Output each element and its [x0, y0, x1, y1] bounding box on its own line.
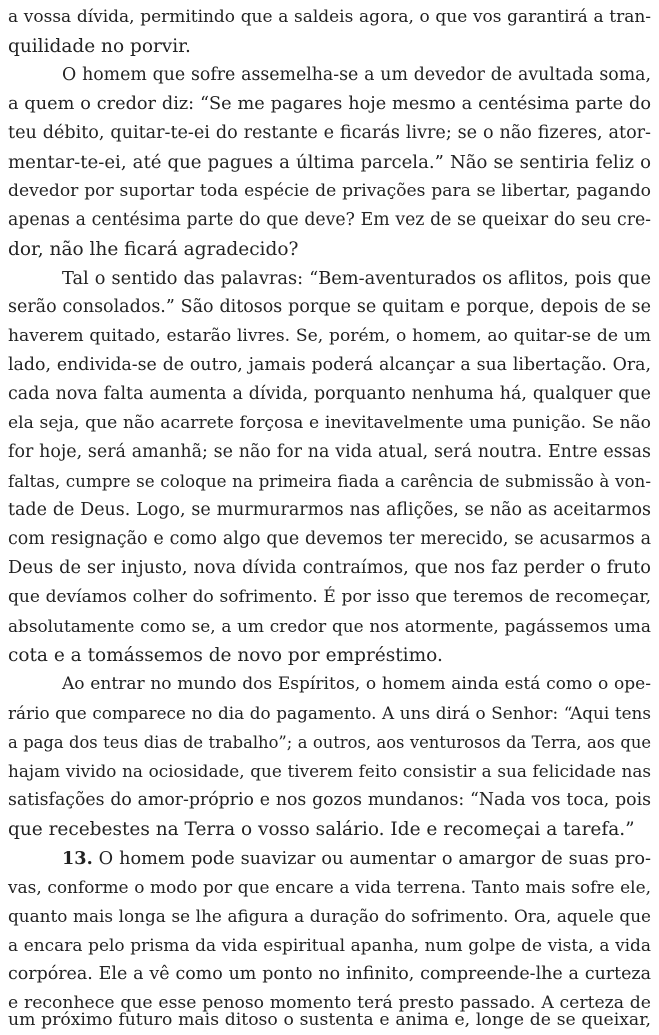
text-line: Tal o sentido das palavras: “Bem-aventurados os aflitos, pois que [62, 268, 651, 289]
text-line: e reconhece que esse penoso momento terá presto passado. A certeza de [8, 993, 651, 1013]
text-line: faltas, cumpre se coloque na primeira fiada a carência de submissão à von- [8, 471, 651, 491]
text-line: a quem o credor diz: “Se me pagares hoje mesmo a centésima parte do [8, 94, 651, 114]
text-line: tade de Deus. Logo, se murmurarmos nas aflições, se não as aceitarmos [8, 500, 651, 520]
text-line: for hoje, será amanhã; se não for na vida atual, será noutra. Entre essas [8, 442, 651, 462]
text-line: absolutamente como se, a um credor que nos atormente, pagássemos uma [8, 616, 651, 636]
text-line: um próximo futuro mais ditoso o sustenta e anima e, longe de se queixar, [8, 1010, 651, 1030]
text-line: vas, conforme o modo por que encare a vida terrena. Tanto mais sofre ele, [8, 877, 651, 897]
text-line: rário que comparece no dia do pagamento. A uns dirá o Senhor: “Aqui tens [8, 703, 651, 723]
text-line: teu débito, quitar-te-ei do restante e ficarás livre; se o não fizeres, ator- [8, 123, 651, 143]
text-line: a paga dos teus dias de trabalho”; a outros, aos venturosos da Terra, aos que [8, 733, 651, 752]
text-line: devedor por suportar toda espécie de privações para se libertar, pagando [8, 181, 651, 201]
text-line: que recebestes na Terra o vosso salário. Ide e recomeçai a tarefa.” [8, 819, 635, 840]
text-line: quilidade no porvir. [8, 36, 191, 57]
section-number: 13. [62, 848, 93, 869]
section-first-line [62, 844, 651, 873]
text-line: cada nova falta aumenta a dívida, porquanto nenhuma há, qualquer que [8, 384, 651, 404]
text-line: a encara pelo prisma da vida espiritual apanha, num golpe de vista, a vida [8, 935, 651, 955]
text-line: quanto mais longa se lhe afigura a duração do sofrimento. Ora, aquele que [8, 906, 651, 926]
text-line: corpórea. Ele a vê como um ponto no infinito, compreende-lhe a curteza [8, 964, 651, 984]
text-line: O homem que sofre assemelha-se a um devedor de avultada soma, [62, 65, 651, 85]
text-line: lado, endivida-se de outro, jamais poderá alcançar a sua libertação. Ora, [8, 355, 651, 375]
text-line: apenas a centésima parte do que deve? Em vez de se queixar do seu cre- [8, 210, 651, 230]
text-line: dor, não lhe ficará agradecido? [8, 239, 299, 260]
text-line: a vossa dívida, permitindo que a saldeis agora, o que vos garantirá a tran- [8, 7, 651, 27]
text-line: satisfações do amor-próprio e nos gozos mundanos: “Nada vos toca, pois [8, 790, 651, 810]
text-line: hajam vivido na ociosidade, que tiverem feito consistir a sua felicidade nas [8, 761, 651, 781]
text-line: haverem quitado, estarão livres. Se, porém, o homem, ao quitar-se de um [8, 326, 651, 346]
text-line: Ao entrar no mundo dos Espíritos, o homem ainda está como o ope- [62, 674, 651, 694]
text-line: serão consolados.” São ditosos porque se quitam e porque, depois de se [8, 297, 651, 317]
section-first-line-text: O homem pode suavizar ou aumentar o amargor de suas pro- [92, 849, 651, 869]
text-line: que devíamos colher do sofrimento. É por isso que teremos de recomeçar, [8, 587, 651, 607]
text-line: cota e a tomássemos de novo por empréstimo. [8, 645, 443, 666]
text-line: Deus de ser injusto, nova dívida contraímos, que nos faz perder o fruto [8, 558, 651, 578]
text-line: mentar-te-ei, até que pagues a última parcela.” Não se sentiria feliz o [8, 152, 651, 173]
text-line: ela seja, que não acarrete forçosa e inevitavelmente uma punição. Se não [8, 413, 651, 433]
text-line: com resignação e como algo que devemos ter merecido, se acusarmos a [8, 529, 651, 549]
